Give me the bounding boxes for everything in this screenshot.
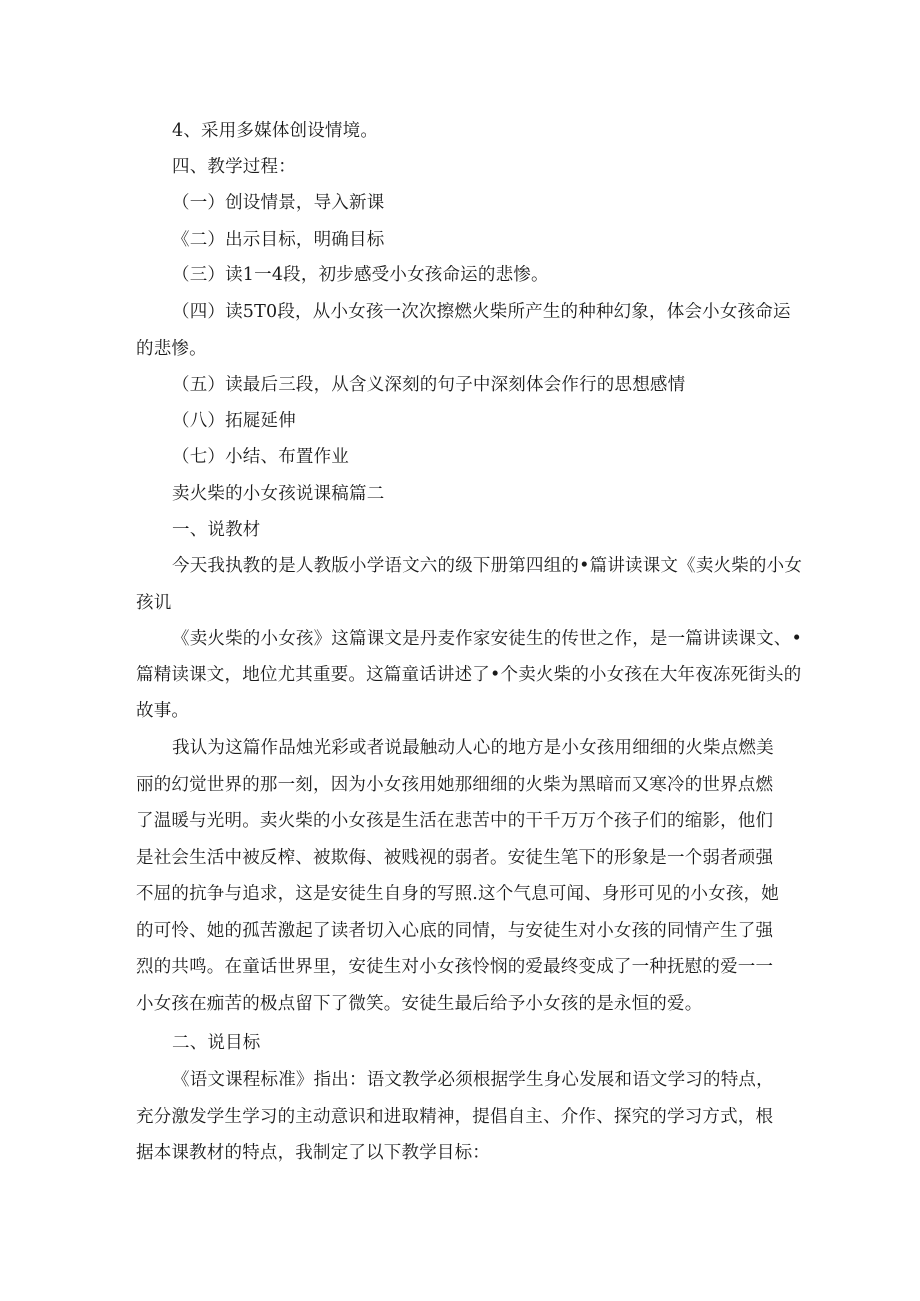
section-heading-goals: 二、说目标 — [172, 1033, 261, 1053]
step-five: （五）读最后三段，从含义深刻的句子中深刻体会作行的思想感情 — [172, 375, 686, 395]
section-heading-teaching-process: 四、教学过程： — [172, 157, 296, 177]
analysis-paragraph-text: 我认为这篇作品烛光彩或者说最触动人心的地方是小女孩用细细的火柴点燃美丽的幻觉世界的那一刻，因为小女孩用她那细细的火柴为黑暗而又寒冷的世界点燃了温暖与光明。卖火柴的小女孩是生活在悲苦中的干千万万个孩子们的缩影，他们是社会生活中被反榨、被欺侮、被贱视的弱者。安徒生笔下的形象是一个弱者顽强不屈的抗争与追求，这是安徒生自身的写照.这个气息可闻、身形可见的小女孩，她的可怜、她的孤苦激起了读者切入心底的同情，与安徒生对小女孩的同情产生了强烈的共鸣。在童话世界里，安徒生对小女孩怜悯的爱最终变成了一种抚慰的爱一一小女孩在痂苦的极点留下了微笑。安徒生最后给予小女孩的是永恒的爱。 — [136, 738, 779, 1014]
text-intro-line-two: 篇精读课文，地位尤其重要。这篇童话讲述了•个卖火柴的小女孩在大年夜冻死街头的 — [136, 665, 802, 685]
goals-paragraph-text: 《语文课程标准》指出：语文教学必须根据学生身心发展和语文学习的特点，充分激发学生学习的主动意识和进取精神，提倡自主、介作、探究的学习方式，根据本课教材的特点，我制定了以下教学目标： — [136, 1070, 774, 1163]
intro-line-one: 今天我执教的是人教版小学语文六的级下册第四组的•篇讲读课文《卖火柴的小女 — [172, 556, 803, 576]
step-six: （八）拓屣延伸 — [172, 411, 296, 431]
step-two: 《二）出示目标，明确目标 — [172, 230, 385, 250]
article-title: 卖火柴的小女孩说课稿篇二 — [172, 484, 385, 504]
goals-paragraph — [136, 1062, 788, 1172]
analysis-paragraph — [136, 730, 788, 1022]
step-three: （三）读1一4段，初步感受小女孩命运的悲惨。 — [172, 265, 549, 285]
step-four-line-two: 的悲惨。 — [136, 339, 207, 359]
list-item-multimedia: 4、采用多媒体创设情境。 — [172, 121, 379, 141]
intro-line-two: 孩讥 — [136, 593, 172, 613]
step-four-line-one: （四）读5T0段，从小女孩一次次擦燃火柴所产生的种种幻象，体会小女孩命运 — [172, 302, 791, 322]
text-intro-line-three: 故事。 — [136, 701, 190, 721]
text-intro-line-one: 《卖火柴的小女孩》这篇课文是丹麦作家安徒生的传世之作，是一篇讲读课文、• — [172, 629, 803, 649]
step-seven: （七）小结、布置作业 — [172, 447, 349, 467]
step-one: （一）创设情景，导入新课 — [172, 193, 385, 213]
section-heading-textbook: 一、说教材 — [172, 520, 261, 540]
